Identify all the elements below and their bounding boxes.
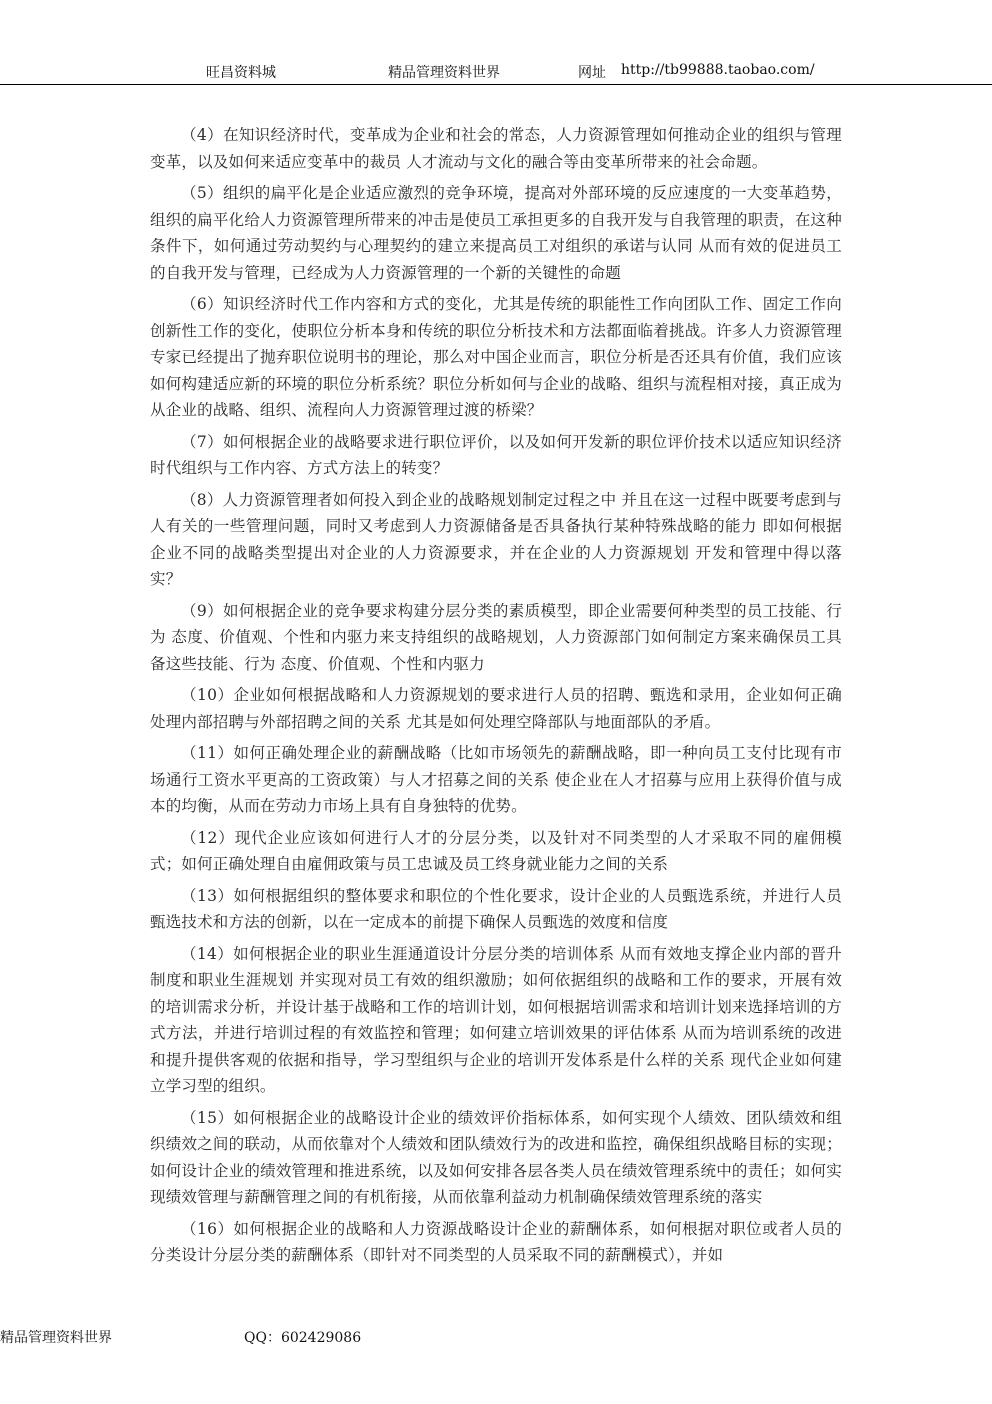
paragraph-12: （12）现代企业应该如何进行人才的分层分类，以及针对不同类型的人才采取不同的雇佣模式；如何正确处理自由雇佣政策与员工忠诚及员工终身就业能力之间的关系	[150, 828, 842, 873]
paragraph-8: （8）人力资源管理者如何投入到企业的战略规划制定过程之中 并且在这一过程中既要考虑到与人有关的一些管理问题，同时又考虑到人力资源储备是否具备执行某种特殊战略的能力 即如何根据企业不同的战略类型提出对企业的人力资源要求，并在企业的人力资源规划 开发和管理中得以落实？	[150, 490, 842, 588]
paragraph-7: （7）如何根据企业的战略要求进行职位评价，以及如何开发新的职位评价技术以适应知识经济时代组织与工作内容、方式方法上的转变？	[150, 432, 842, 477]
footer-site-title: 精品管理资料世界	[0, 1330, 112, 1346]
header-divider	[0, 84, 992, 85]
document-body	[150, 122, 842, 1274]
paragraph-14: （14）如何根据企业的职业生涯通道设计分层分类的培训体系 从而有效地支撑企业内部的晋升制度和职业生涯规划 并实现对员工有效的组织激励；如何依据组织的战略和工作的要求，开展有效的培训需求分析，并设计基于战略和工作的培训计划，如何根据培训需求和培训计划来选择培训的方式方法，并进行培训过程的有效监控和管理；如何建立培训效果的评估体系 从而为培训系统的改进和提升提供客观的依据和指导，学习型组织与企业的培训开发体系是什么样的关系 现代企业如何建立学习型的组织。	[150, 944, 842, 1095]
paragraph-9: （9）如何根据企业的竞争要求构建分层分类的素质模型，即企业需要何种类型的员工技能、行为 态度、价值观、个性和内驱力来支持组织的战略规划，人力资源部门如何制定方案来确保员工具备这些技能、行为 态度、价值观、个性和内驱力	[150, 601, 842, 673]
header-site-title: 精品管理资料世界	[388, 65, 500, 81]
paragraph-4: （4）在知识经济时代，变革成为企业和社会的常态，人力资源管理如何推动企业的组织与管理变革，以及如何来适应变革中的裁员 人才流动与文化的融合等由变革所带来的社会命题。	[150, 126, 842, 171]
paragraph-6: （6）知识经济时代工作内容和方式的变化，尤其是传统的职能性工作向团队工作、固定工作向创新性工作的变化，使职位分析本身和传统的职位分析技术和方法都面临着挑战。许多人力资源管理专家已经提出了抛弃职位说明书的理论，那么对中国企业而言，职位分析是否还具有价值，我们应该如何构建适应新的环境的职位分析系统？职位分析如何与企业的战略、组织与流程相对接，真正成为从企业的战略、组织、流程向人力资源管理过渡的桥梁？	[150, 295, 842, 419]
paragraph-15: （15）如何根据企业的战略设计企业的绩效评价指标体系，如何实现个人绩效、团队绩效和组织绩效之间的联动，从而依靠对个人绩效和团队绩效行为的改进和监控，确保组织战略目标的实现；如何设计企业的绩效管理和推进系统，以及如何安排各层各类人员在绩效管理系统中的责任；如何实现绩效管理与薪酬管理之间的有机衔接，从而依靠利益动力机制确保绩效管理系统的落实	[150, 1108, 842, 1206]
paragraph-13: （13）如何根据组织的整体要求和职位的个性化要求，设计企业的人员甄选系统，并进行人员甄选技术和方法的创新，以在一定成本的前提下确保人员甄选的效度和信度	[150, 886, 842, 931]
paragraph-5: （5）组织的扁平化是企业适应激烈的竞争环境，提高对外部环境的反应速度的一大变革趋势，组织的扁平化给人力资源管理所带来的冲击是使员工承担更多的自我开发与自我管理的职责，在这种条件下，如何通过劳动契约与心理契约的建立来提高员工对组织的承诺与认同 从而有效的促进员工的自我开发与管理，已经成为人力资源管理的一个新的关键性的命题	[150, 184, 842, 282]
header-shop-name: 旺昌资料城	[206, 65, 276, 81]
footer-qq: QQ：602429086	[244, 1330, 362, 1346]
paragraph-16: （16）如何根据企业的战略和人力资源战略设计企业的薪酬体系，如何根据对职位或者人员的分类设计分层分类的薪酬体系（即针对不同类型的人员采取不同的薪酬模式），并如	[150, 1219, 842, 1264]
header-url-link[interactable]: http://tb99888.taobao.com/	[621, 62, 815, 78]
page-header	[0, 60, 992, 82]
paragraph-11: （11）如何正确处理企业的薪酬战略（比如市场领先的薪酬战略，即一种向员工支付比现有市场通行工资水平更高的工资政策）与人才招募之间的关系 使企业在人才招募与应用上获得价值与成本的均衡，从而在劳动力市场上具有自身独特的优势。	[150, 744, 842, 815]
header-url-label: 网址	[578, 65, 606, 81]
paragraph-10: （10）企业如何根据战略和人力资源规划的要求进行人员的招聘、甄选和录用，企业如何正确处理内部招聘与外部招聘之间的关系 尤其是如何处理空降部队与地面部队的矛盾。	[150, 686, 842, 731]
page-footer	[0, 1327, 992, 1347]
